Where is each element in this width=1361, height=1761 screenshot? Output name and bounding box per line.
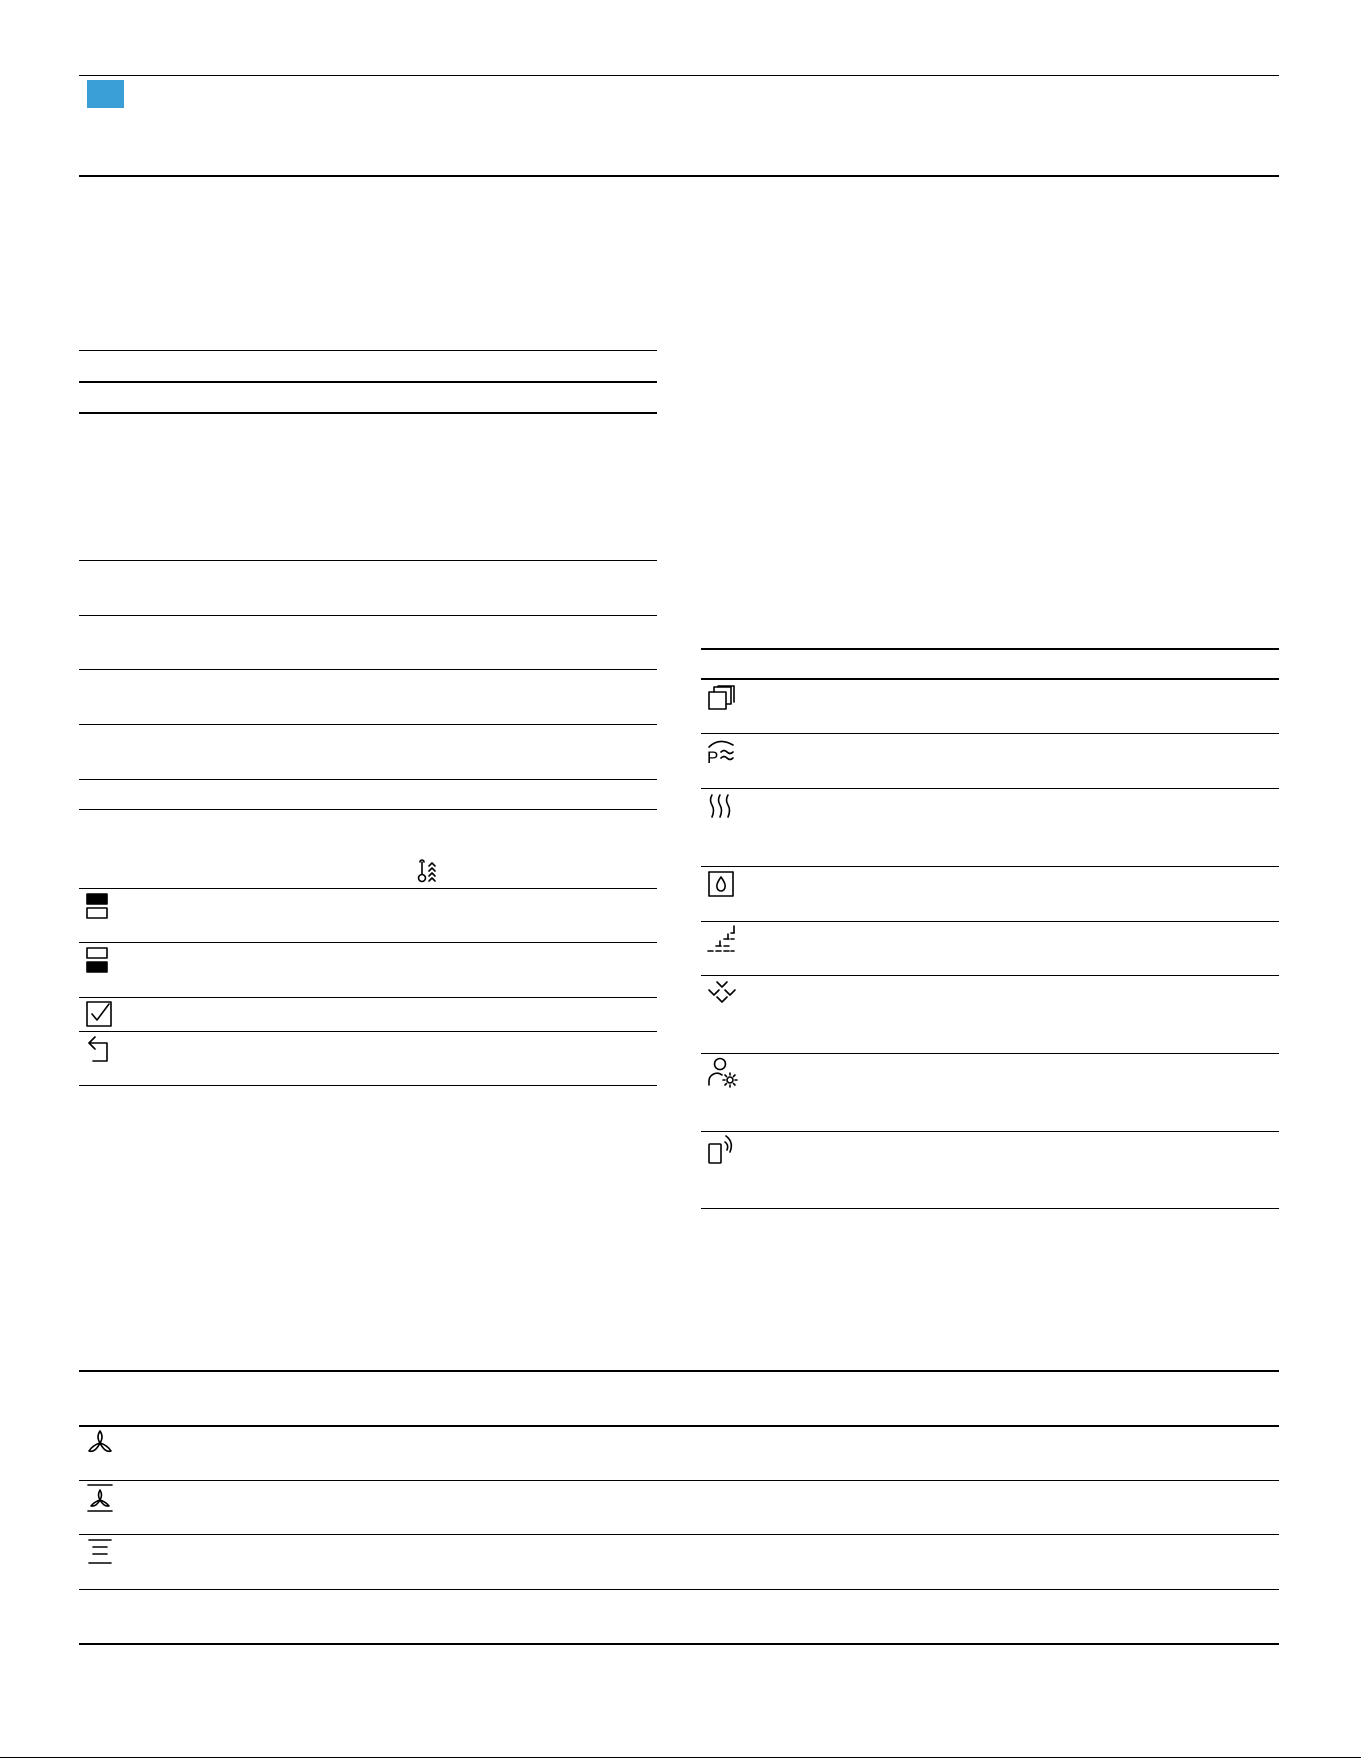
thermometer-heat-icon [416, 858, 444, 886]
table-row-divider [701, 1053, 1279, 1054]
table-row-divider [79, 724, 657, 725]
table-row-divider [701, 788, 1279, 789]
water-tank-icon [706, 869, 736, 899]
svg-text:P: P [707, 748, 719, 767]
bottom-table-top-rule [79, 1370, 1279, 1372]
table-row-divider [79, 888, 657, 889]
copy-layers-icon [706, 683, 736, 713]
left-table-top-rule [79, 350, 657, 351]
table-row-divider [79, 1480, 1279, 1481]
table-row-divider [701, 1131, 1279, 1132]
footer-rule [0, 1757, 1361, 1758]
table-row-divider [79, 779, 657, 780]
table-row-divider [79, 412, 657, 414]
heat-levels-icon [85, 1537, 115, 1567]
left-table-bottom-rule [79, 1085, 657, 1086]
fan-top-heat-icon [85, 1483, 115, 1513]
programme-steam-icon [706, 737, 738, 767]
heat-waves-icon [707, 792, 735, 820]
header-top-rule [79, 75, 1279, 76]
table-row-divider [701, 921, 1279, 922]
table-row-divider [701, 866, 1279, 867]
table-row-divider [79, 809, 657, 810]
bottom-compartment-icon [85, 946, 109, 974]
table-row-divider [79, 1425, 1279, 1427]
user-settings-icon [706, 1056, 738, 1088]
section-tab-marker [87, 80, 124, 108]
bottom-table-bottom-rule [79, 1643, 1279, 1645]
header-bottom-rule [79, 175, 1279, 177]
right-table-top-rule [701, 648, 1279, 650]
table-row-divider [79, 942, 657, 943]
back-arrow-icon [85, 1034, 113, 1064]
table-row-divider [701, 678, 1279, 680]
chevrons-down-icon [707, 978, 737, 1008]
table-row-divider [79, 1534, 1279, 1535]
left-table-header-rule [79, 381, 657, 383]
table-row-divider [79, 669, 657, 670]
remote-phone-icon [706, 1134, 736, 1166]
checkbox-confirm-icon [84, 999, 114, 1029]
table-row-divider [701, 975, 1279, 976]
table-row-divider [79, 1589, 1279, 1590]
table-row-divider [79, 560, 657, 561]
steps-icon [706, 924, 736, 954]
table-row-divider [701, 733, 1279, 734]
fan-icon [85, 1428, 115, 1458]
table-row-divider [79, 615, 657, 616]
right-table-bottom-rule [701, 1208, 1279, 1209]
top-compartment-icon [85, 892, 109, 920]
table-row-divider [79, 1031, 657, 1032]
table-row-divider [79, 997, 657, 998]
